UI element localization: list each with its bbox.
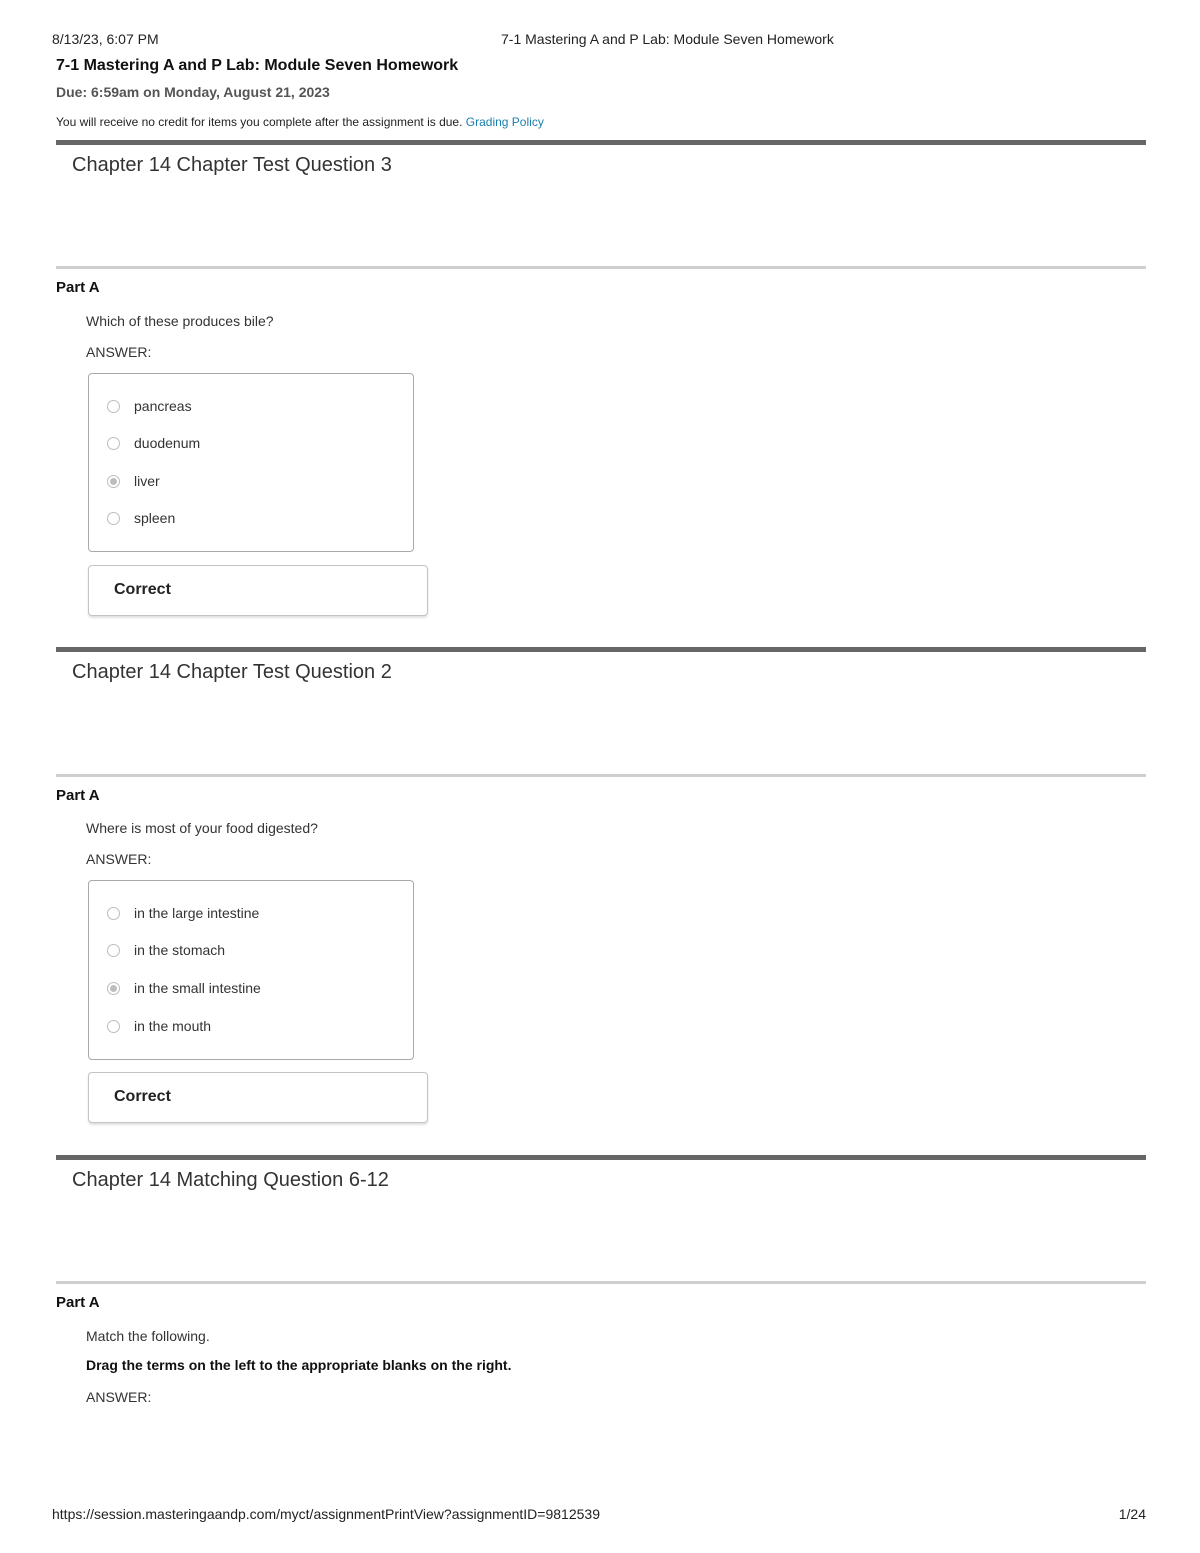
- print-datetime: 8/13/23, 6:07 PM: [52, 31, 159, 47]
- part-divider: [56, 774, 1146, 777]
- choice-label: liver: [134, 473, 160, 489]
- question-prompt: Where is most of your food digested?: [86, 820, 318, 836]
- result-feedback: [88, 1072, 428, 1123]
- radio-button[interactable]: [107, 512, 120, 525]
- due-date: Due: 6:59am on Monday, August 21, 2023: [56, 84, 330, 100]
- answer-choices: [88, 373, 414, 552]
- result-text: Correct: [114, 581, 171, 598]
- choice-option[interactable]: [107, 396, 192, 416]
- question-divider: [56, 647, 1146, 652]
- part-label: Part A: [56, 787, 100, 804]
- question-divider: [56, 1155, 1146, 1160]
- assignment-title: 7-1 Mastering A and P Lab: Module Seven Homework: [56, 57, 459, 74]
- question-prompt: Match the following.: [86, 1328, 210, 1344]
- question-divider: [56, 140, 1146, 145]
- late-notice-text: You will receive no credit for items you complete after the assignment is due.: [56, 115, 463, 129]
- choice-label: duodenum: [134, 435, 201, 451]
- answer-label: ANSWER:: [86, 344, 152, 360]
- page-number: 1/24: [1118, 1506, 1146, 1522]
- late-notice: [56, 115, 544, 129]
- radio-button[interactable]: [107, 944, 120, 957]
- choice-label: in the large intestine: [134, 905, 260, 921]
- print-url: https://session.masteringaandp.com/myct/assignmentPrintView?assignmentID=9812539: [52, 1506, 600, 1522]
- choice-option[interactable]: [107, 903, 259, 923]
- result-text: Correct: [114, 1088, 171, 1105]
- choice-option[interactable]: [107, 508, 175, 528]
- choice-option[interactable]: [107, 940, 225, 960]
- answer-label: ANSWER:: [86, 1389, 152, 1405]
- choice-option[interactable]: [107, 433, 200, 453]
- choice-label: pancreas: [134, 398, 192, 414]
- part-label: Part A: [56, 279, 100, 296]
- question-title: Chapter 14 Matching Question 6-12: [72, 1169, 389, 1191]
- choice-option[interactable]: [107, 1016, 211, 1036]
- grading-policy-link[interactable]: Grading Policy: [465, 115, 544, 129]
- question-title: Chapter 14 Chapter Test Question 3: [72, 154, 392, 176]
- choice-option[interactable]: [107, 978, 261, 998]
- print-page-title: 7-1 Mastering A and P Lab: Module Seven Homework: [501, 31, 834, 47]
- answer-label: ANSWER:: [86, 851, 152, 867]
- question-instruction: Drag the terms on the left to the appropriate blanks on the right.: [86, 1357, 512, 1373]
- choice-label: in the small intestine: [134, 980, 261, 996]
- question-title: Chapter 14 Chapter Test Question 2: [72, 661, 392, 683]
- choice-label: spleen: [134, 510, 176, 526]
- question-prompt: Which of these produces bile?: [86, 313, 274, 329]
- radio-button[interactable]: [107, 437, 120, 450]
- radio-button-selected[interactable]: [107, 982, 120, 995]
- part-divider: [56, 1281, 1146, 1284]
- result-feedback: [88, 565, 428, 616]
- radio-button[interactable]: [107, 1020, 120, 1033]
- radio-button[interactable]: [107, 400, 120, 413]
- choice-option[interactable]: [107, 471, 160, 491]
- choice-label: in the mouth: [134, 1018, 212, 1034]
- answer-choices: [88, 880, 414, 1060]
- radio-button-selected[interactable]: [107, 475, 120, 488]
- radio-button[interactable]: [107, 907, 120, 920]
- part-label: Part A: [56, 1294, 100, 1311]
- part-divider: [56, 266, 1146, 269]
- choice-label: in the stomach: [134, 942, 226, 958]
